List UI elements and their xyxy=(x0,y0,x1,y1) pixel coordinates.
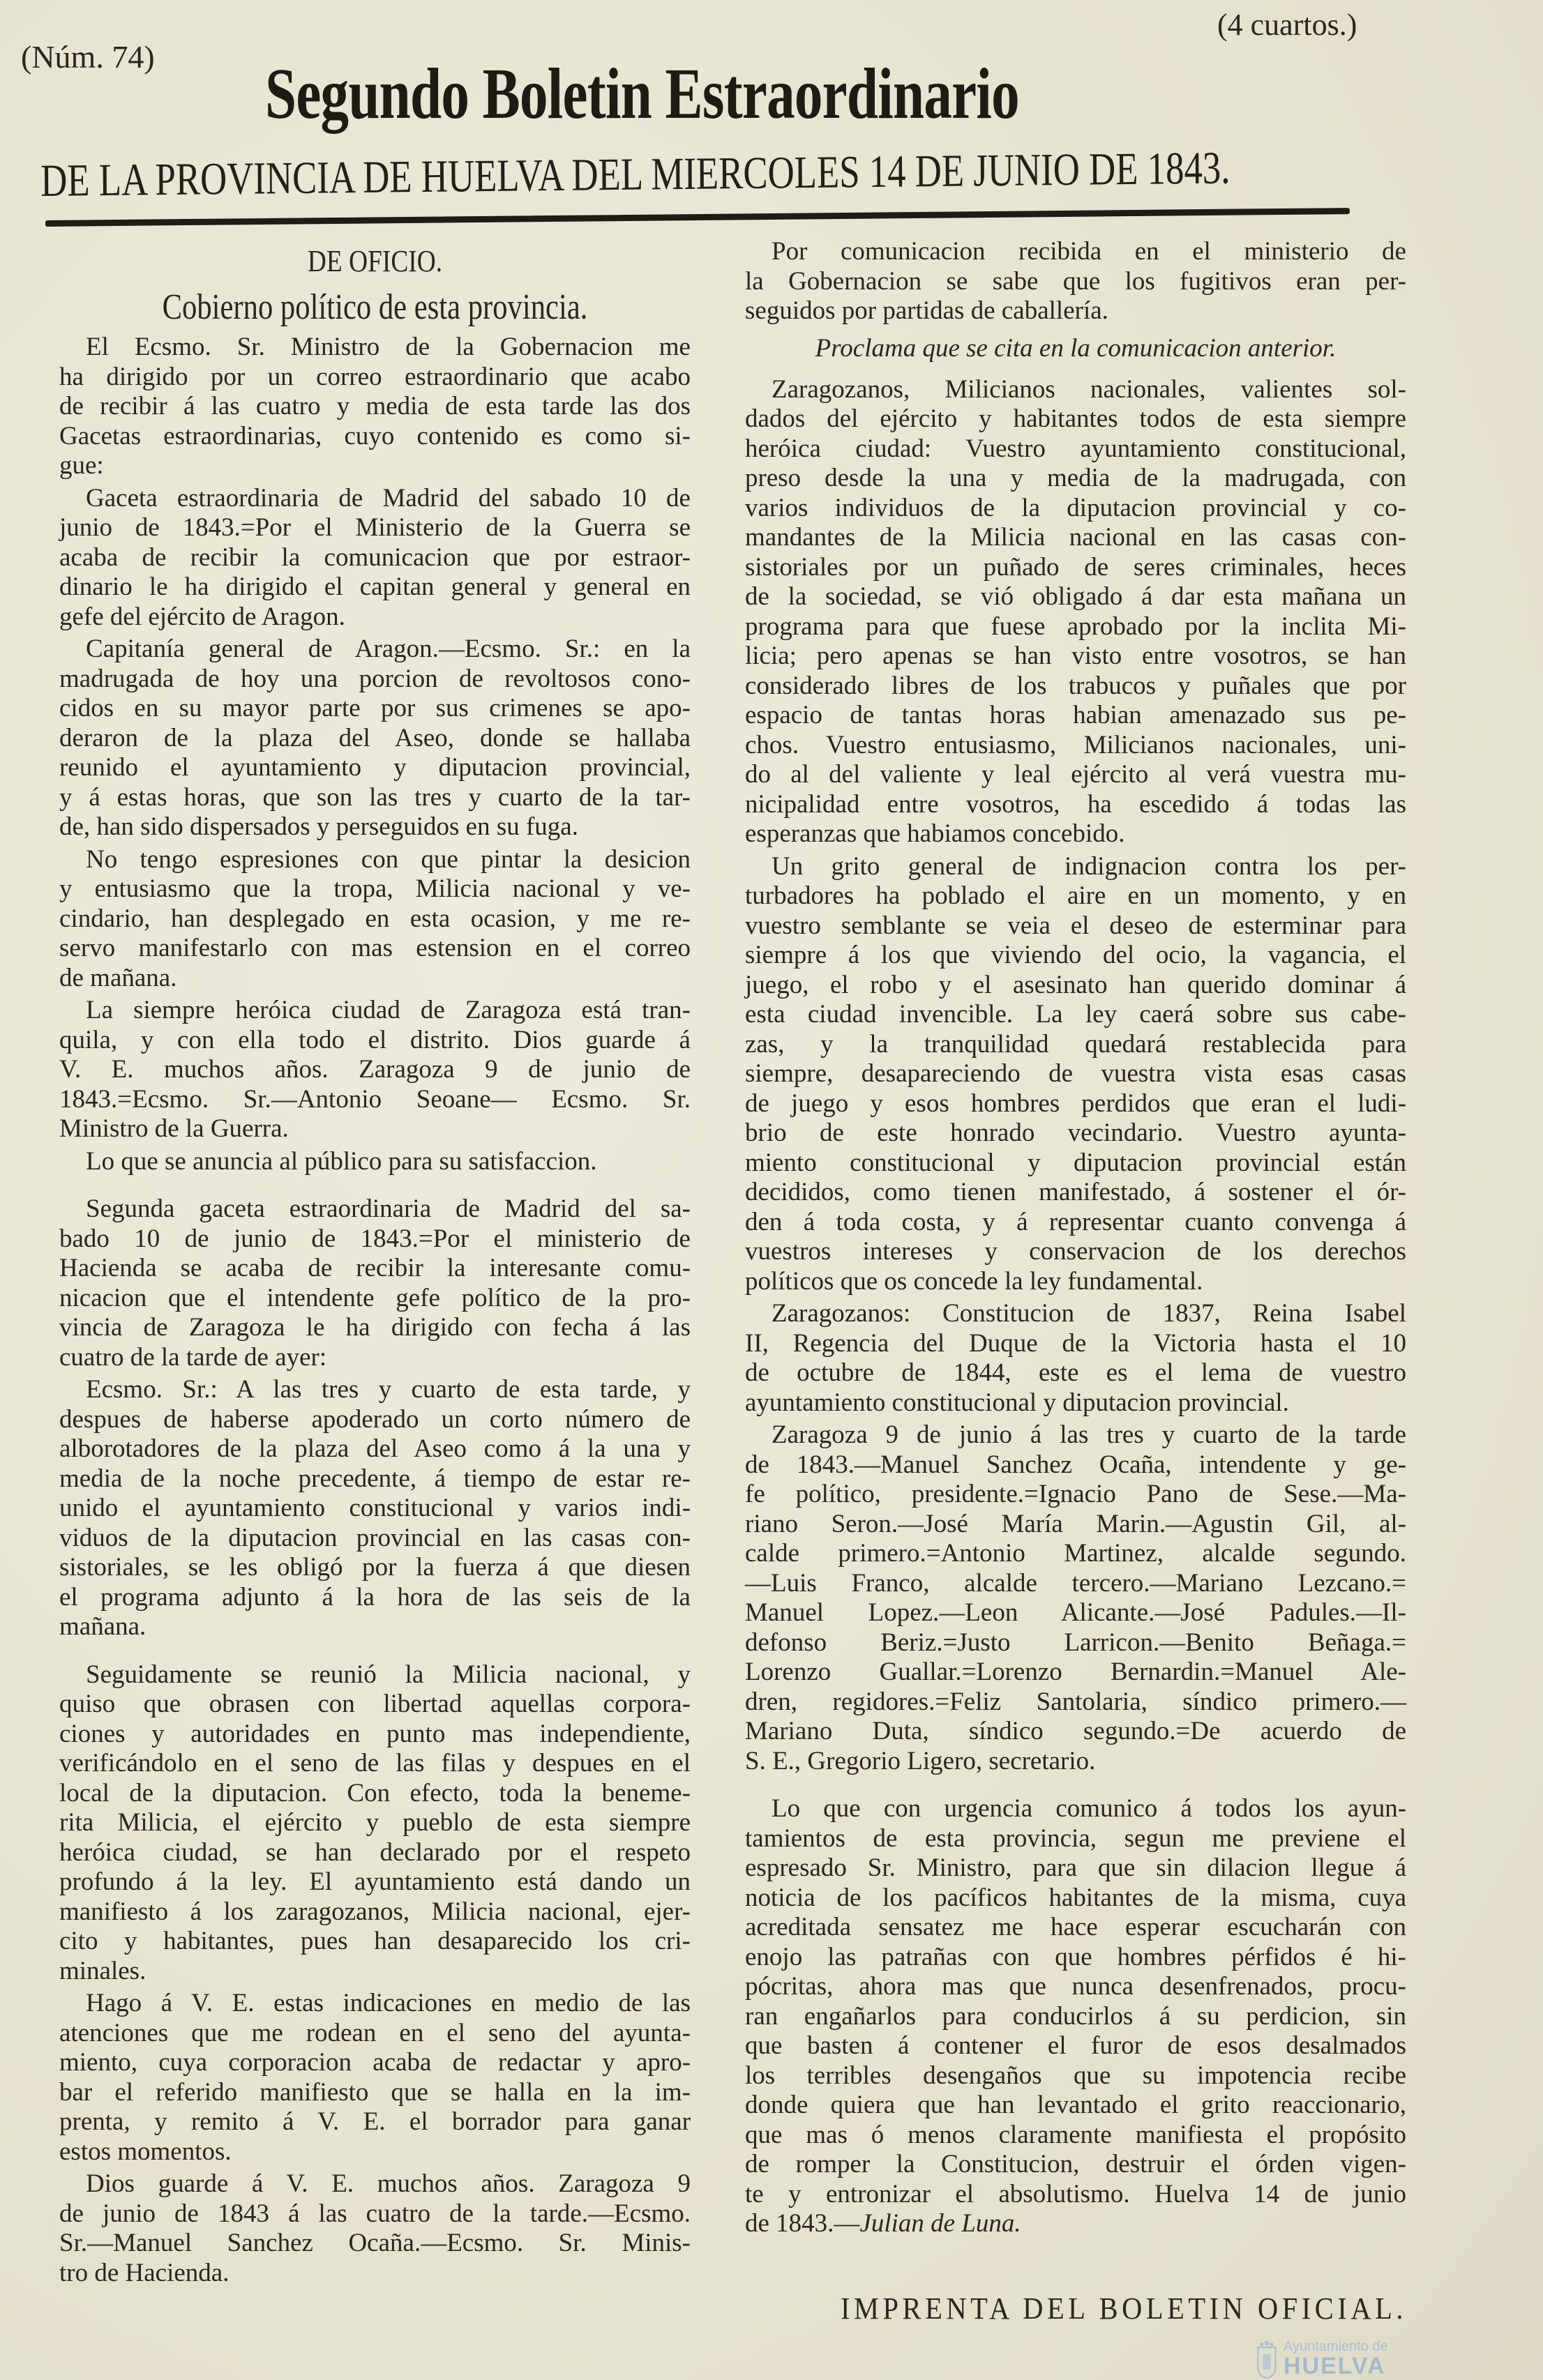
line-text: vuestro semblante se veia el deseo de esterminar para xyxy=(745,911,1407,940)
line-text: chos. Vuestro entusiasmo, Milicianos nacionales, uni- xyxy=(745,730,1406,759)
line-text: gefe del ejército de Aragon. xyxy=(59,602,345,631)
line-text: Lo que se anuncia al público para su satisfaccion. xyxy=(86,1146,597,1176)
line-text: juego, el robo y el asesinato han querido dominar á xyxy=(745,970,1407,999)
paragraph xyxy=(59,996,691,1144)
text-line xyxy=(745,296,1406,326)
line-text: de 1843.—Manuel Sanchez Ocaña, intendente y ge- xyxy=(745,1450,1406,1479)
text-line xyxy=(745,1943,1406,1973)
text-line xyxy=(745,1388,1406,1418)
line-text: cito y habitantes, pues han desaparecido los cri- xyxy=(59,1927,691,1955)
text-line xyxy=(59,1254,691,1284)
text-line xyxy=(745,1149,1406,1178)
line-text: bado 10 de junio de 1843.=Por el ministerio de xyxy=(59,1224,691,1253)
text-line xyxy=(59,1114,691,1144)
text-line xyxy=(745,1119,1406,1149)
line-text: que mas ó menos claramente manifiesta el propósito xyxy=(745,2120,1407,2149)
text-line xyxy=(59,1867,691,1897)
text-line xyxy=(59,1313,691,1343)
paragraph xyxy=(59,1195,691,1372)
line-text: zas, y la tranquilidad quedará restablecida para xyxy=(745,1029,1406,1059)
line-text: Capitanía general de Aragon.—Ecsmo. Sr.: en la xyxy=(86,635,691,663)
text-line xyxy=(745,2061,1406,2091)
text-line xyxy=(59,2169,691,2199)
paragraph xyxy=(745,1299,1406,1418)
line-text: atenciones que me rodean en el seno del ayunta- xyxy=(59,2018,691,2047)
line-text: Hacienda se acaba de recibir la interesante comu- xyxy=(59,1254,691,1282)
text-line xyxy=(59,602,691,632)
line-text: ciones y autoridades en punto mas independiente, xyxy=(59,1719,691,1748)
line-text: espacio de tantas horas habian amenazado sus pe- xyxy=(745,701,1407,729)
masthead-subtitle: DE LA PROVINCIA DE HUELVA DEL MIERCOLES 14 DE JUNIO DE 1843. xyxy=(40,142,1230,206)
text-line xyxy=(745,760,1406,790)
text-line xyxy=(59,422,691,452)
line-text: Ministro de la Guerra. xyxy=(59,1114,289,1143)
text-line xyxy=(745,2209,1406,2239)
right-paragraphs xyxy=(745,375,1406,2239)
text-line xyxy=(59,1055,691,1085)
text-line xyxy=(745,267,1406,297)
paragraph xyxy=(59,333,691,481)
text-line xyxy=(745,1329,1406,1359)
line-text: siempre, desapareciendo de vuestra vista esas casas xyxy=(745,1059,1406,1088)
text-line xyxy=(59,1147,691,1177)
text-line xyxy=(59,1375,691,1405)
line-text: brio de este honrado vecindario. Vuestro ayunta- xyxy=(745,1119,1406,1147)
text-line xyxy=(745,1059,1406,1089)
line-text: Lorenzo Guallar.=Lorenzo Bernardin.=Manuel Ale- xyxy=(745,1658,1407,1686)
text-line xyxy=(59,2078,691,2108)
line-text: ha dirigido por un correo estraordinario que acabo xyxy=(59,362,691,391)
text-line xyxy=(59,783,691,813)
line-text: bar el referido manifiesto que se halla en la im- xyxy=(59,2077,691,2107)
line-text: donde quiera que han levantado el grito reaccionario, xyxy=(745,2091,1407,2119)
line-text: Sr.—Manuel Sanchez Ocaña.—Ecsmo. Sr. Minis- xyxy=(59,2229,691,2257)
text-line xyxy=(745,1569,1406,1599)
text-line xyxy=(59,753,691,783)
left-column xyxy=(59,241,691,2291)
text-line xyxy=(745,1178,1406,1208)
line-text: alborotadores de la plaza del Aseo como á la una y xyxy=(59,1434,691,1463)
line-text: riano Seron.—José María Marin.—Agustin Gil, al- xyxy=(745,1509,1406,1538)
line-text: den á toda costa, y á representar cuanto convenga á xyxy=(745,1207,1407,1236)
text-line xyxy=(745,553,1406,583)
text-line xyxy=(745,1913,1406,1943)
text-line xyxy=(745,237,1406,267)
line-text: Lo que con urgencia comunico á todos los ayun- xyxy=(772,1794,1407,1823)
line-text: Zaragozanos: Constitucion de 1837, Reina Isabel xyxy=(772,1299,1406,1328)
text-line xyxy=(745,1480,1406,1510)
line-text: ayuntamiento constitucional y diputacion provincial. xyxy=(745,1388,1289,1417)
line-text: media de la noche precedente, á tiempo de estar re- xyxy=(59,1464,691,1493)
line-text: espresado Sr. Ministro, para que sin dilacion llegue á xyxy=(745,1854,1407,1882)
line-text: el programa adjunto á la hora de las seis de la xyxy=(59,1582,691,1612)
line-text: profundo á la ley. El ayuntamiento está dando un xyxy=(59,1867,691,1896)
line-text: 1843.=Ecsmo. Sr.—Antonio Seoane— Ecsmo. Sr. xyxy=(59,1084,691,1114)
line-text: turbadores ha poblado el aire en un momento, y en xyxy=(745,881,1406,910)
text-line xyxy=(745,1089,1406,1119)
line-text: mandantes de la Milicia nacional en las casas con- xyxy=(745,523,1407,552)
line-text: quila, y con ella todo el distrito. Dios guarde á xyxy=(59,1025,691,1054)
line-text: noticia de los pacíficos habitantes de la misma, cuya xyxy=(745,1883,1407,1912)
line-text: dados del ejército y habitantes todos de esta siempre xyxy=(745,404,1406,433)
text-line xyxy=(59,2199,691,2229)
text-line xyxy=(59,333,691,363)
line-text: reunido el ayuntamiento y diputacion provincial, xyxy=(59,753,691,782)
text-line xyxy=(745,2121,1406,2151)
text-line xyxy=(59,1957,691,1987)
line-text: tamientos de esta provincia, segun me previene el xyxy=(745,1824,1407,1853)
text-line xyxy=(745,2002,1406,2032)
paragraph xyxy=(745,375,1406,849)
line-text: dinario le ha dirigido el capitan general y general en xyxy=(59,573,691,601)
text-line xyxy=(745,731,1406,761)
line-text: de mañana. xyxy=(59,963,177,992)
text-line xyxy=(59,1405,691,1435)
text-line xyxy=(745,2180,1406,2210)
line-text: que basten á contener el furor de esos desalmados xyxy=(745,2031,1406,2060)
text-line xyxy=(59,1583,691,1613)
line-text: políticos que os concede la ley fundamental. xyxy=(745,1266,1203,1296)
masthead-title: Segundo Boletin Estraordinario xyxy=(265,54,1019,134)
line-text: mañana. xyxy=(59,1612,146,1641)
line-text: considerado libres de los trabucos y puñales que por xyxy=(745,671,1406,700)
text-line xyxy=(59,1343,691,1373)
text-line xyxy=(59,2107,691,2137)
line-text: cindario, han desplegado en esta ocasion, y me re- xyxy=(59,904,691,933)
text-line xyxy=(745,2091,1406,2121)
line-text: de romper la Constitucion, destruir el órden vigen- xyxy=(745,2150,1406,2178)
line-text: Ecsmo. Sr.: A las tres y cuarto de esta tarde, y xyxy=(86,1375,691,1404)
text-line xyxy=(745,1510,1406,1540)
text-line xyxy=(745,642,1406,672)
text-line xyxy=(745,1237,1406,1267)
line-text: de la sociedad, se vió obligado á dar esta mañana un xyxy=(745,582,1407,611)
line-text: tro de Hacienda. xyxy=(59,2258,229,2287)
watermark xyxy=(1256,2340,1535,2380)
line-text: miento constitucional y diputacion provincial están xyxy=(745,1148,1406,1177)
line-text: cuatro de la tarde de ayer: xyxy=(59,1342,327,1372)
text-line xyxy=(59,1464,691,1494)
line-text: ran engañarlos para conducirlos á su perdicion, sin xyxy=(745,2001,1406,2031)
line-text: decididos, como tienen manifestado, á sostener el ór- xyxy=(745,1178,1407,1206)
line-text: madrugada de hoy una porcion de revoltosos cono- xyxy=(59,664,691,693)
paragraph xyxy=(59,845,691,994)
line-text: defonso Beriz.=Justo Larricon.—Benito Beñaga.= xyxy=(745,1628,1406,1657)
text-line xyxy=(59,934,691,964)
text-line xyxy=(59,573,691,602)
line-text: heróica ciudad: Vuestro ayuntamiento constitucional, xyxy=(745,434,1406,463)
line-text: calde primero.=Antonio Martinez, alcalde segundo. xyxy=(745,1539,1407,1568)
line-text: acaba de recibir la comunicacion que por estraor- xyxy=(59,543,691,572)
line-text: gue: xyxy=(59,451,104,480)
section-heading: DE OFICIO. xyxy=(307,244,443,278)
text-line xyxy=(59,1195,691,1225)
line-text: viduos de la diputacion provincial en las casas con- xyxy=(59,1523,691,1552)
line-text: heróica ciudad, se han declarado por el respeto xyxy=(59,1837,691,1867)
line-text: siempre á los que viviendo del ocio, la vagancia, el xyxy=(745,941,1407,969)
text-line xyxy=(745,1267,1406,1297)
text-line xyxy=(745,941,1406,971)
paragraph xyxy=(59,1989,691,2167)
line-text: dren, regidores.=Feliz Santolaria, síndico primero.— xyxy=(745,1687,1406,1716)
line-text: esperanzas que habiamos concebido. xyxy=(745,819,1125,848)
text-line xyxy=(745,1450,1406,1480)
line-text: estos momentos. xyxy=(59,2137,232,2166)
line-text: Gaceta estraordinaria de Madrid del sabado 10 de xyxy=(86,483,691,513)
paragraph xyxy=(59,1375,691,1642)
text-line xyxy=(59,451,691,481)
line-text: de recibir á las cuatro y media de esta tarde las dos xyxy=(59,392,691,420)
line-text: nicacion que el intendente gefe político de la pro- xyxy=(59,1283,691,1312)
text-line xyxy=(745,375,1406,405)
text-line xyxy=(59,1808,691,1838)
text-line xyxy=(59,904,691,934)
text-line xyxy=(745,612,1406,642)
line-text: unido el ayuntamiento constitucional y varios indi- xyxy=(59,1494,691,1522)
line-text: No tengo espresiones con que pintar la desicion xyxy=(86,844,691,874)
line-text: despues de haberse apoderado un corto número de xyxy=(59,1404,691,1434)
text-line xyxy=(745,1972,1406,2002)
paragraph xyxy=(59,1660,691,1987)
line-text: vuestros intereses y conservacion de los derechos xyxy=(745,1237,1407,1266)
line-text: de juego y esos hombres perdidos que eran el ludi- xyxy=(745,1089,1407,1118)
line-text: Zaragozanos, Milicianos nacionales, valientes sol- xyxy=(772,374,1407,404)
line-text: preso desde la una y media de la madrugada, con xyxy=(745,464,1406,492)
text-line xyxy=(745,1598,1406,1628)
line-text: miento, cuya corporacion acaba de redactar y apro- xyxy=(59,2048,691,2077)
line-text: V. E. muchos años. Zaragoza 9 de junio de xyxy=(59,1055,691,1084)
text-line xyxy=(59,845,691,875)
text-line xyxy=(745,434,1406,464)
line-text: deraron de la plaza del Aseo, donde se hallaba xyxy=(59,723,691,752)
line-text: seguidos por partidas de caballería. xyxy=(745,296,1108,325)
text-line xyxy=(59,1524,691,1554)
text-line xyxy=(59,1779,691,1809)
proclamation-heading: Proclama que se cita en la comunicacion anterior. xyxy=(815,333,1337,363)
line-text: Gacetas estraordinarias, cuyo contenido es como si- xyxy=(59,421,691,450)
line-text: los terribles desengaños que su impotencia recibe xyxy=(745,2061,1407,2090)
text-line xyxy=(745,2031,1406,2061)
intro-paragraph xyxy=(745,237,1406,326)
line-text: programa para que fuese aprobado por la inclita Mi- xyxy=(745,612,1407,641)
text-line xyxy=(59,812,691,842)
line-text: sistoriales, se les obligó por la fuerza á que diesen xyxy=(59,1553,691,1582)
text-line xyxy=(745,1000,1406,1030)
text-line xyxy=(745,971,1406,1001)
text-line xyxy=(59,1085,691,1115)
paragraph xyxy=(59,2169,691,2288)
paragraph xyxy=(745,852,1406,1297)
line-text: la Gobernacion se sabe que los fugitivos eran per- xyxy=(745,266,1406,296)
line-text: La siempre heróica ciudad de Zaragoza está tran- xyxy=(86,996,691,1024)
text-line xyxy=(59,635,691,665)
paragraph xyxy=(59,484,691,632)
line-text: quiso que obrasen con libertad aquellas corpora- xyxy=(59,1690,691,1718)
text-line xyxy=(745,404,1406,434)
line-text: minales. xyxy=(59,1956,146,1985)
text-line xyxy=(59,1612,691,1642)
text-line xyxy=(745,672,1406,702)
line-text: El Ecsmo. Sr. Ministro de la Gobernacion me xyxy=(86,333,691,361)
text-line xyxy=(59,1749,691,1779)
line-text: Mariano Duta, síndico segundo.=De acuerdo de xyxy=(745,1717,1406,1745)
line-text: sistoriales por un puñado de seres criminales, heces xyxy=(745,552,1407,582)
line-text: manifiesto á los zaragozanos, Milicia nacional, ejer- xyxy=(59,1897,691,1926)
line-text: rita Milicia, el ejército y pueblo de esta siempre xyxy=(59,1808,691,1837)
line-text: te y entronizar el absolutismo. Huelva 14 de junio xyxy=(745,2179,1406,2208)
text-line xyxy=(59,513,691,543)
text-line xyxy=(745,1883,1406,1913)
line-text: enojo las patrañas con que hombres pérfidos é hi- xyxy=(745,1942,1407,1971)
line-text: esta ciudad invencible. La ley caerá sobre sus cabe- xyxy=(745,1000,1406,1029)
line-text: junio de 1843.=Por el Ministerio de la Guerra se xyxy=(59,513,691,542)
text-line xyxy=(745,1299,1406,1329)
line-text: Zaragoza 9 de junio á las tres y cuarto de la tarde xyxy=(772,1420,1407,1449)
text-line xyxy=(745,1628,1406,1658)
text-line xyxy=(745,523,1406,553)
text-line xyxy=(59,1026,691,1056)
text-line xyxy=(745,790,1406,820)
line-text: fe político, presidente.=Ignacio Pano de Sese.—Ma- xyxy=(745,1480,1406,1508)
text-line xyxy=(59,694,691,724)
text-line xyxy=(745,819,1406,849)
text-line xyxy=(59,1494,691,1524)
line-text: prenta, y remito á V. E. el borrador para ganar xyxy=(59,2107,691,2136)
line-text: vincia de Zaragoza le ha dirigido con fecha á las xyxy=(59,1313,691,1342)
text-line xyxy=(745,911,1406,941)
watermark-text: Ayuntamiento de xyxy=(1284,2339,1388,2354)
paragraph xyxy=(745,237,1406,326)
text-line xyxy=(59,724,691,754)
text-line xyxy=(59,1927,691,1957)
line-text: servo manifestarlo con mas estension en el correo xyxy=(59,934,691,962)
text-line xyxy=(745,1794,1406,1824)
text-line xyxy=(59,874,691,904)
text-line xyxy=(59,1434,691,1464)
text-line xyxy=(745,1717,1406,1747)
text-line xyxy=(745,1688,1406,1718)
section-subheading: Cobierno político de esta provincia. xyxy=(162,287,588,327)
line-text: local de la diputacion. Con efecto, toda la beneme- xyxy=(59,1778,691,1807)
text-line xyxy=(59,392,691,422)
text-line xyxy=(59,543,691,573)
text-line xyxy=(745,1539,1406,1569)
text-line xyxy=(745,881,1406,911)
text-line xyxy=(59,1553,691,1583)
text-line xyxy=(745,1030,1406,1060)
issue-number: (Núm. 74) xyxy=(21,39,155,75)
line-text: do al del valiente y leal ejército al verá vuestra mu- xyxy=(745,760,1406,789)
text-line xyxy=(745,1658,1406,1688)
text-line xyxy=(59,1690,691,1720)
text-line xyxy=(745,1854,1406,1883)
line-text: acreditada sensatez me hace esperar escucharán con xyxy=(745,1913,1406,1941)
line-text: y entusiasmo que la tropa, Milicia nacional y ve- xyxy=(59,874,691,903)
text-line xyxy=(745,494,1406,524)
line-text: pócritas, ahora mas que nunca desenfrenados, procu- xyxy=(745,1972,1406,2001)
paragraph xyxy=(745,1420,1406,1776)
text-line xyxy=(745,1420,1406,1450)
line-text: Un grito general de indignacion contra los per- xyxy=(772,851,1406,881)
line-text: y á estas horas, que son las tres y cuarto de la tar- xyxy=(59,782,691,812)
paragraph xyxy=(745,1794,1406,2239)
text-line xyxy=(745,1824,1406,1854)
text-line xyxy=(59,2137,691,2167)
line-text: S. E., Gregorio Ligero, secretario. xyxy=(745,1746,1096,1775)
text-line xyxy=(745,582,1406,612)
line-text: de octubre de 1844, este es el lema de vuestro xyxy=(745,1358,1406,1387)
line-text: verificándolo en el seno de las filas y despues en el xyxy=(59,1749,691,1778)
left-paragraphs xyxy=(59,333,691,2288)
text-line xyxy=(745,852,1406,882)
text-line xyxy=(59,1720,691,1750)
text-line xyxy=(59,964,691,994)
text-line xyxy=(745,1358,1406,1388)
masthead-rule xyxy=(45,208,1350,227)
text-line xyxy=(745,2150,1406,2180)
line-text: varios individuos de la diputacion provincial y co- xyxy=(745,493,1406,522)
text-line xyxy=(59,484,691,514)
text-line xyxy=(59,2048,691,2078)
line-text: nicipalidad entre vosotros, ha escedido á todas las xyxy=(745,789,1407,819)
line-text: de 1843.— xyxy=(745,2209,860,2238)
line-text: Hago á V. E. estas indicaciones en medio de las xyxy=(86,1989,691,2017)
text-line xyxy=(59,1660,691,1690)
text-line xyxy=(59,1838,691,1868)
line-text: Dios guarde á V. E. muchos años. Zaragoza 9 xyxy=(86,2169,691,2198)
text-line xyxy=(59,1284,691,1314)
text-line xyxy=(745,1747,1406,1777)
text-line xyxy=(59,2019,691,2049)
paragraph xyxy=(59,1147,691,1177)
line-text: Segunda gaceta estraordinaria de Madrid del sa- xyxy=(86,1195,691,1223)
text-line xyxy=(745,701,1406,731)
coat-of-arms-icon xyxy=(1256,2340,1278,2379)
printer-imprint: IMPRENTA DEL BOLETIN OFICIAL. xyxy=(841,2291,1407,2326)
text-line xyxy=(59,363,691,393)
line-text: licia; pero apenas se han visto entre vosotros, se han xyxy=(745,642,1406,670)
line-text: Manuel Lopez.—Leon Alicante.—José Padules.—Il- xyxy=(745,1598,1406,1627)
text-line xyxy=(745,464,1406,494)
line-text: de, han sido dispersados y perseguidos en su fuga. xyxy=(59,812,578,841)
text-line xyxy=(59,996,691,1026)
line-text: —Luis Franco, alcalde tercero.—Mariano Lezcano.= xyxy=(745,1568,1407,1598)
line-text: de junio de 1843 á las cuatro de la tarde.—Ecsmo. xyxy=(59,2199,691,2228)
text-line xyxy=(59,2229,691,2259)
text-line xyxy=(59,2259,691,2289)
line-text: II, Regencia del Duque de la Victoria hasta el 10 xyxy=(745,1328,1407,1358)
watermark-logo-text: HUELVA xyxy=(1284,2353,1386,2379)
line-text: Por comunicacion recibida en el ministerio de xyxy=(772,237,1406,266)
line-text: Seguidamente se reunió la Milicia nacional, y xyxy=(86,1660,691,1689)
right-column xyxy=(745,237,1406,2242)
signature: Julian de Luna. xyxy=(859,2209,1021,2238)
text-line xyxy=(745,1208,1406,1238)
paragraph xyxy=(59,635,691,842)
text-line xyxy=(59,665,691,695)
price: (4 cuartos.) xyxy=(1217,8,1357,42)
text-line xyxy=(59,1989,691,2019)
text-line xyxy=(59,1897,691,1927)
line-text: cidos en su mayor parte por sus crimenes se apo- xyxy=(59,694,691,722)
text-line xyxy=(59,1225,691,1255)
